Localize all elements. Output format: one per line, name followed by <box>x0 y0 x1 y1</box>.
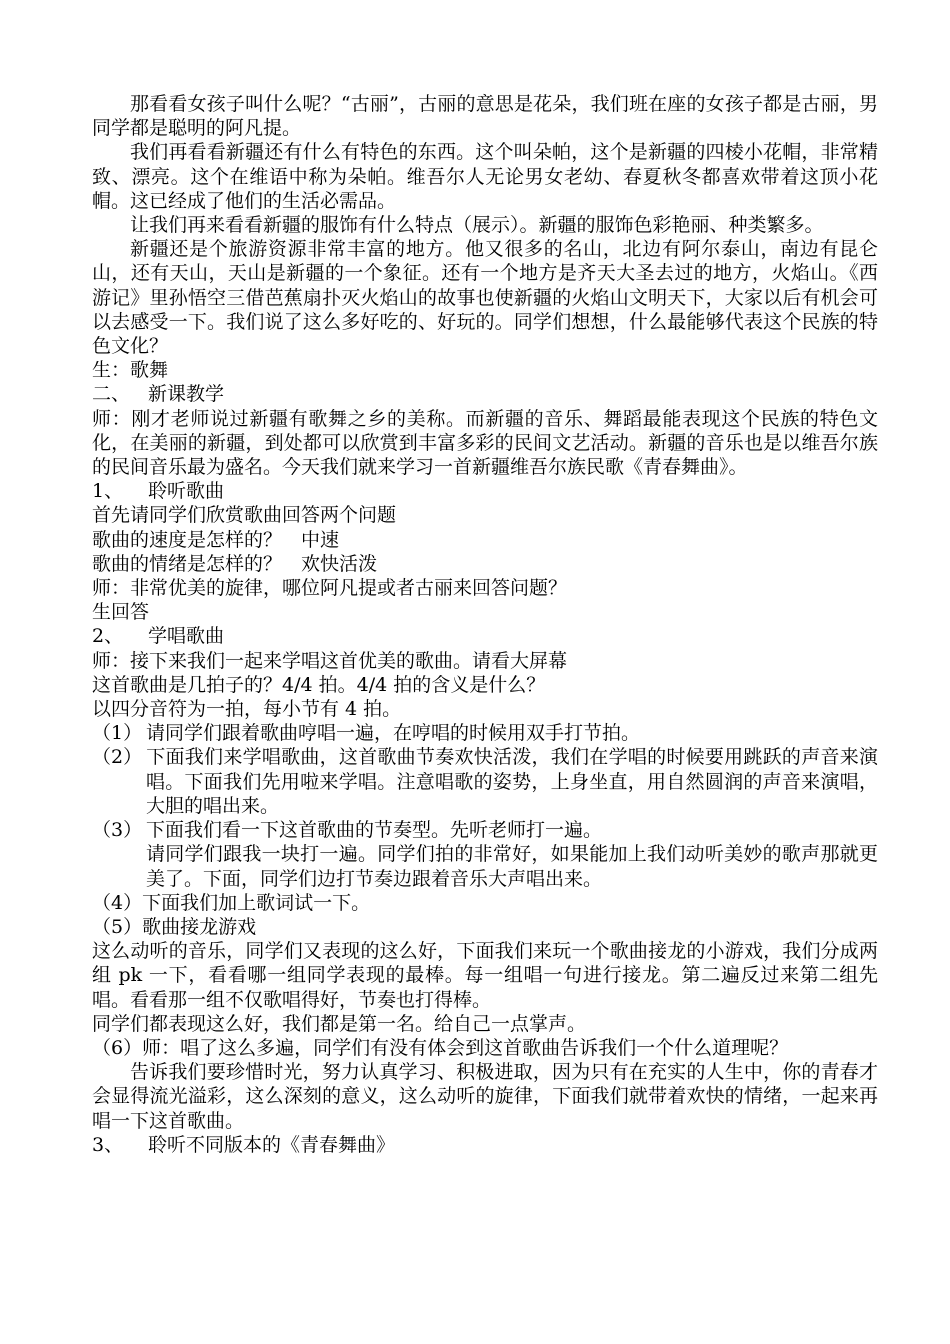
text-line: 这首歌曲是几拍子的？4/4 拍。4/4 拍的含义是什么？ <box>92 673 546 696</box>
step-title: 聆听歌曲 <box>148 480 225 503</box>
step-heading-versions <box>92 1133 878 1157</box>
paragraph-girls-name: 那看看女孩子叫什么呢？“古丽”，古丽的意思是花朵，我们班在座的女孩子都是古丽，男同学都是聪明的阿凡提。 <box>92 93 878 140</box>
list-item-text: 下面我们来学唱歌曲，这首歌曲节奏欢快活泼，我们在学唱的时候要用跳跃的声音来演唱。下面我们先用啦来学唱。注意唱歌的姿势，上身坐直，用自然圆润的声音来演唱，大胆的唱出来。 <box>146 746 878 817</box>
paragraph-meaning: 告诉我们要珍惜时光，努力认真学习、积极进取，因为只有在充实的人生中，你的青春才会显得流光溢彩，这么深刻的意义，这么动听的旋律，下面我们就带着欢快的情绪，一起来再唱一下这首歌曲。 <box>92 1061 878 1132</box>
list-item-label: （1） <box>92 722 143 745</box>
list-item: （5）歌曲接龙游戏 <box>92 915 257 938</box>
text-line: 首先请同学们欣赏歌曲回答两个问题 <box>92 504 397 527</box>
list-item <box>92 721 878 745</box>
step-title: 聆听不同版本的《青春舞曲》 <box>148 1133 396 1156</box>
list-item <box>92 818 878 842</box>
text-line: 以四分音符为一拍，每小节有 4 拍。 <box>92 698 402 721</box>
paragraph-teacher-intro: 师：刚才老师说过新疆有歌舞之乡的美称。而新疆的音乐、舞蹈最能表现这个民族的特色文化，在美丽的新疆，到处都可以欣赏到丰富多彩的民间文艺活动。新疆的音乐也是以维吾尔族的民间音乐最为盛名。今天我们就来学习一首新疆维吾尔族民歌《青春舞曲》。 <box>92 407 878 479</box>
list-item-label: （2） <box>92 746 143 769</box>
step-number: 2、 <box>92 625 124 648</box>
list-item-continuation: 请同学们跟我一块打一遍。同学们拍的非常好，如果能加上我们动听美妙的歌声那就更美了。下面，同学们边打节奏边跟着音乐大声唱出来。 <box>146 843 878 890</box>
paragraph-tourism: 新疆还是个旅游资源非常丰富的地方。他又很多的名山，北边有阿尔泰山，南边有昆仑山，还有天山，天山是新疆的一个象征。还有一个地方是齐天大圣去过的地方，火焰山。《西游记》里孙悟空三借芭蕉扇扑灭火焰山的故事也使新疆的火焰山文明天下，大家以后有机会可以去感受一下。我们说了这么多好吃的、好玩的。同学们想想，什么最能够代表这个民族的特色文化？ <box>92 238 878 358</box>
student-answer-line: 生：歌舞 <box>92 359 169 382</box>
step-heading-learn-sing <box>92 624 878 648</box>
text-line: 歌曲的情绪是怎样的？ 欢快活泼 <box>92 552 378 575</box>
step-heading-listen <box>92 479 878 503</box>
section-number: 二、 <box>92 383 131 406</box>
text-line: 师：接下来我们一起来学唱这首优美的歌曲。请看大屏幕 <box>92 649 568 672</box>
list-item: （4）下面我们加上歌词试一下。 <box>92 891 371 914</box>
list-item-text: 下面我们看一下这首歌曲的节奏型。先听老师打一遍。 <box>146 819 603 842</box>
paragraph-doppa-hat: 我们再看看新疆还有什么有特色的东西。这个叫朵帕，这个是新疆的四棱小花帽，非常精致、漂亮。这个在维语中称为朵帕。维吾尔人无论男女老幼、春夏秋冬都喜欢带着这顶小花帽。这已经成了他们的生活必需品。 <box>92 141 878 212</box>
section-title: 新课教学 <box>148 383 225 406</box>
paragraph-costume: 让我们再来看看新疆的服饰有什么特点（展示）。新疆的服饰色彩艳丽、种类繁多。 <box>130 214 824 237</box>
text-line: 歌曲的速度是怎样的？ 中速 <box>92 528 340 551</box>
document-page <box>92 92 878 1157</box>
section-heading-new-lesson <box>92 382 878 406</box>
step-number: 3、 <box>92 1133 124 1156</box>
list-item-text: 请同学们跟着歌曲哼唱一遍，在哼唱的时候用双手打节拍。 <box>146 722 641 745</box>
text-line: 同学们都表现这么好，我们都是第一名。给自己一点掌声。 <box>92 1012 587 1035</box>
list-item-label: （3） <box>92 819 143 842</box>
text-line: 生回答 <box>92 601 150 624</box>
step-title: 学唱歌曲 <box>148 625 225 648</box>
paragraph-game: 这么动听的音乐，同学们又表现的这么好，下面我们来玩一个歌曲接龙的小游戏，我们分成两组 pk 一下，看看哪一组同学表现的最棒。每一组唱一句进行接龙。第二遍反过来第二组先唱。看看那一组不仅歌唱得好，节奏也打得棒。 <box>92 940 878 1011</box>
text-line: （6）师：唱了这么多遍，同学们有没有体会到这首歌曲告诉我们一个什么道理呢？ <box>92 1036 789 1059</box>
text-line: 师：非常优美的旋律，哪位阿凡提或者古丽来回答问题？ <box>92 577 568 600</box>
step-number: 1、 <box>92 480 124 503</box>
list-item <box>92 745 878 818</box>
